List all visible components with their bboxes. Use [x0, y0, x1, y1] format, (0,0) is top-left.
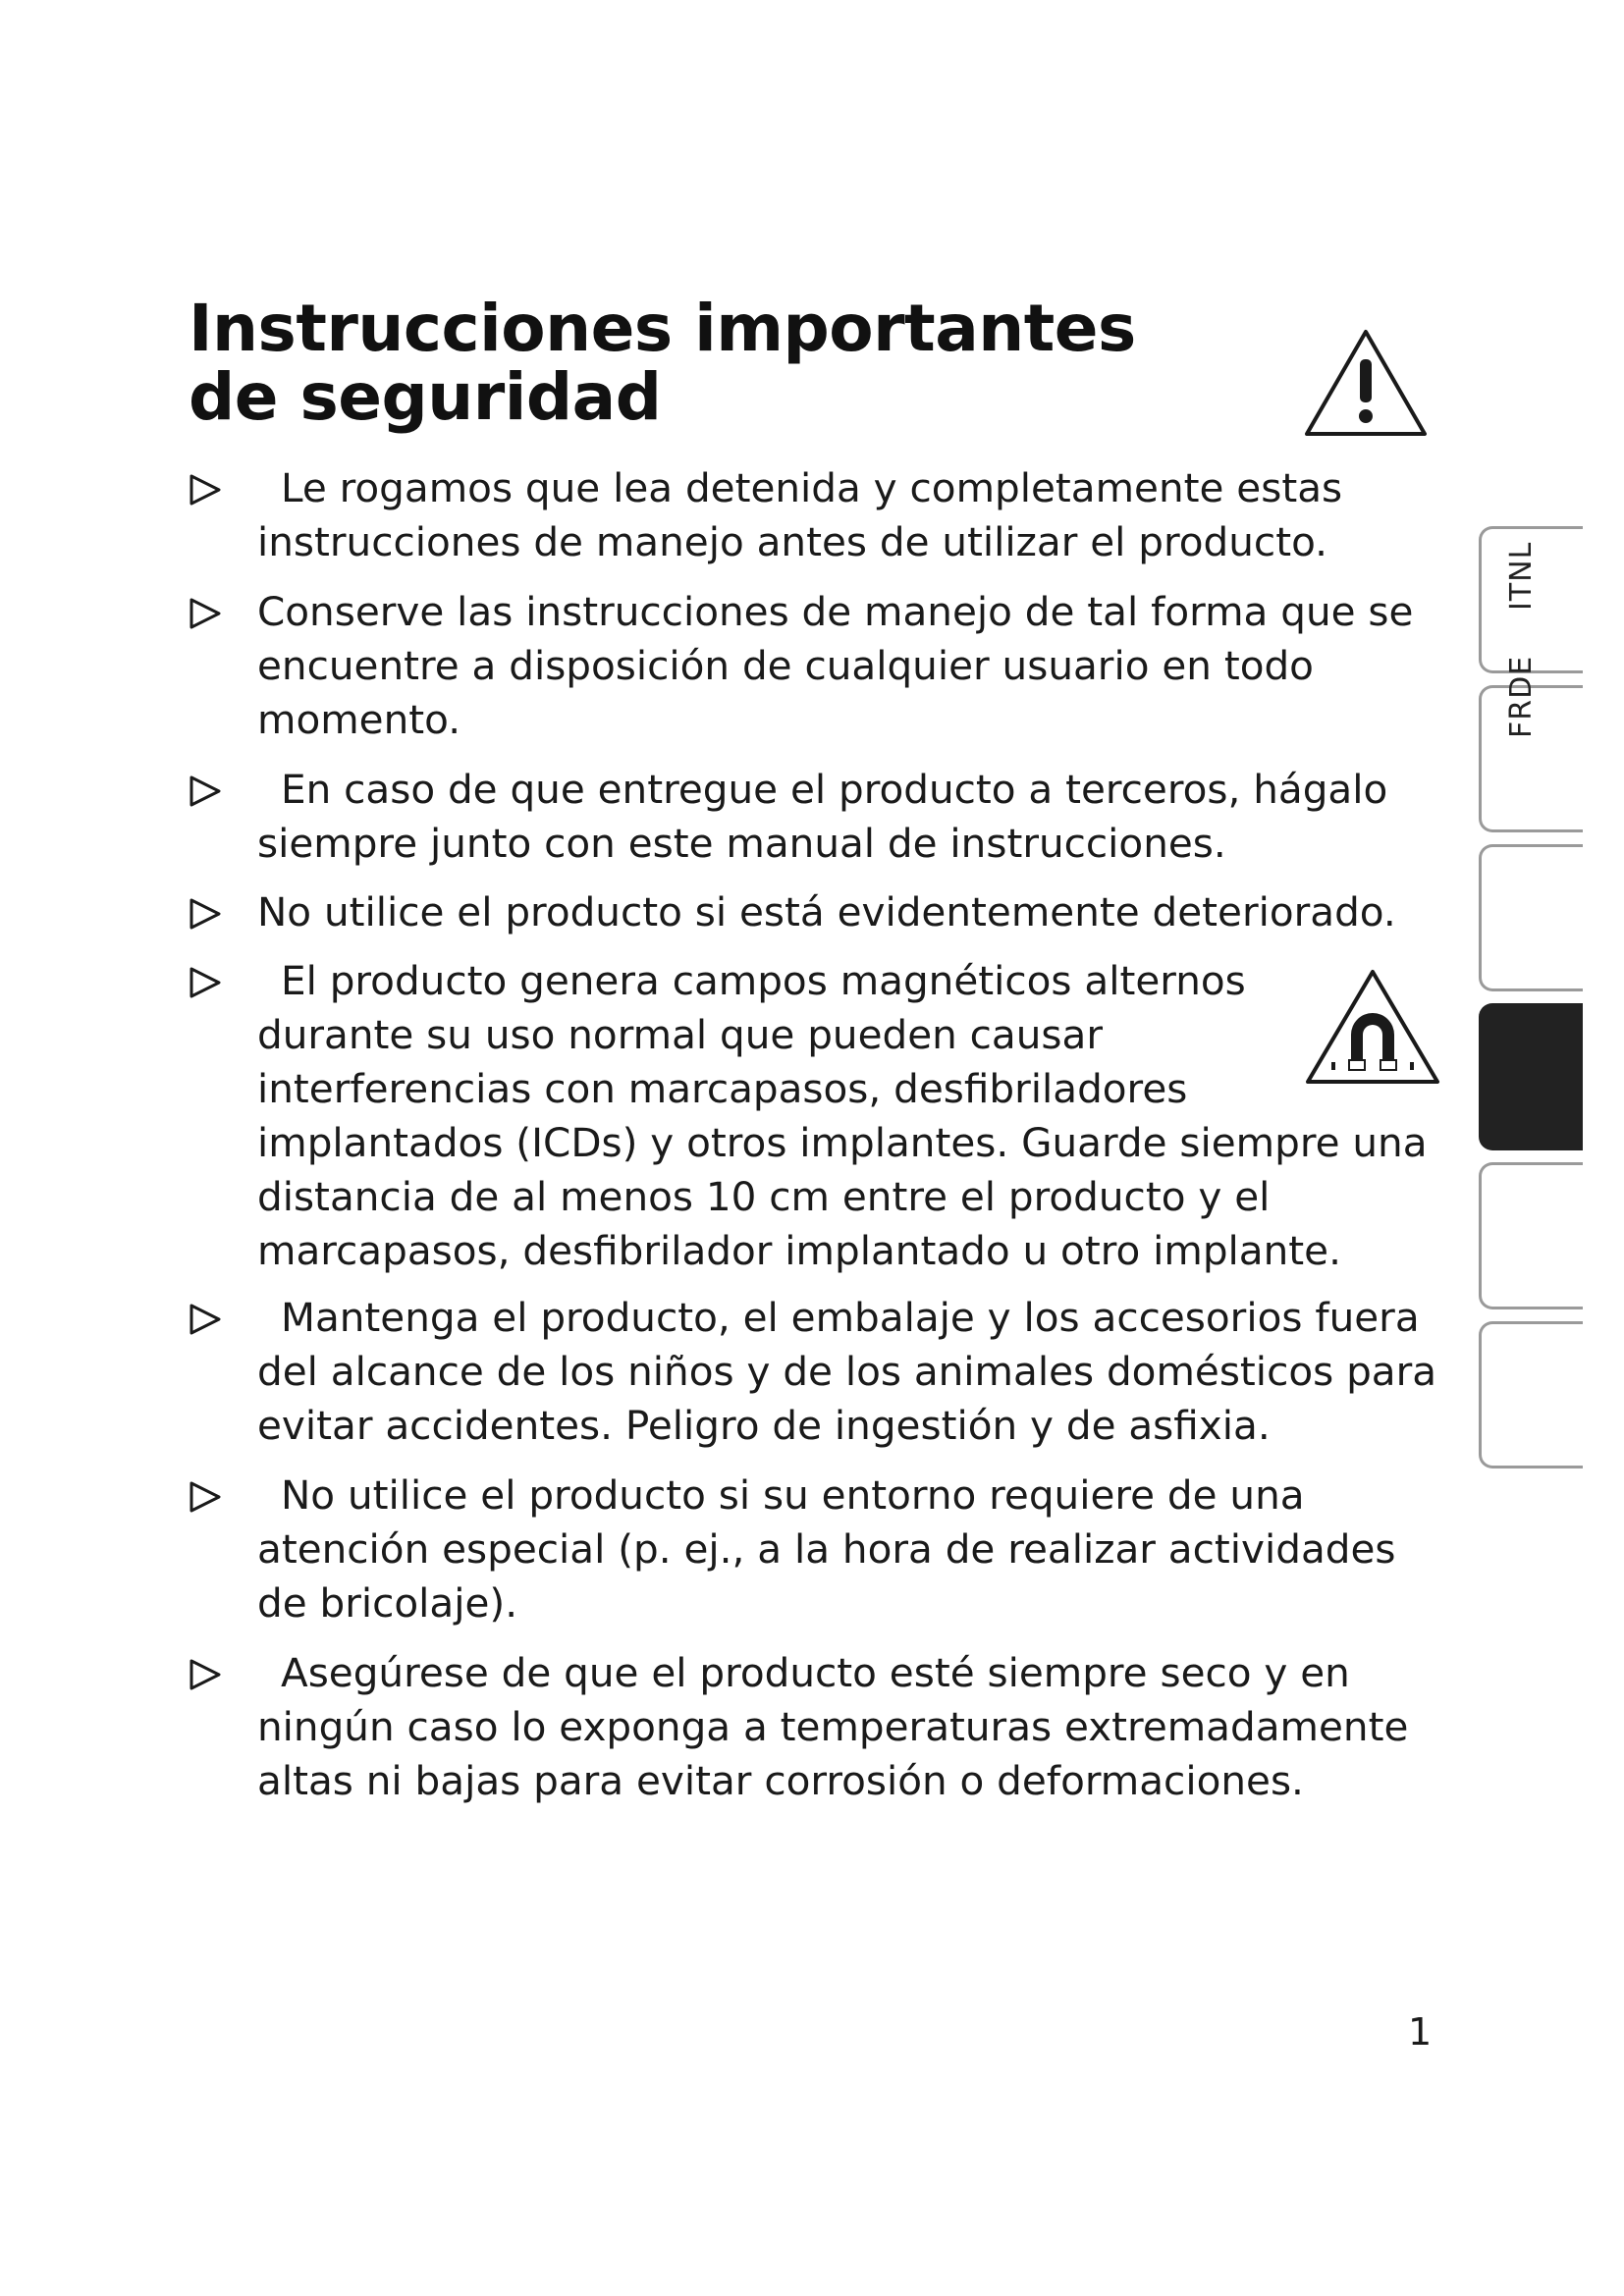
list-item — [189, 585, 1455, 747]
list-item-text — [257, 954, 1455, 1278]
list-item-text: Asegúrese de que el producto esté siempre seco y en ningún caso lo exponga a temperaturas extremadamente altas ni bajas para evitar corrosión o deformaciones. — [257, 1649, 1409, 1804]
list-item — [189, 885, 1455, 939]
list-item-text-body: El producto genera campos magnéticos alternos durante su uso normal que pueden causar interferencias con marcapasos, desfibriladores implantados (ICDs) y otros implantes. Guarde siempre una distancia de al menos 10 cm entre el producto y el marcapasos, desfibrilador implantado u otro implante. — [257, 957, 1428, 1274]
triangle-bullet-icon — [189, 1480, 222, 1514]
language-tab[interactable] — [1479, 844, 1583, 991]
list-item-text: No utilice el producto si su entorno requiere de una atención especial (p. ej., a la hora de realizar actividades de bricolaje). — [257, 1471, 1396, 1627]
triangle-bullet-icon — [189, 1658, 222, 1691]
triangle-bullet-icon — [189, 473, 222, 507]
language-tabs — [1479, 526, 1589, 1468]
list-item-text: No utilice el producto si está evidentemente deteriorado. — [257, 888, 1396, 935]
list-item-text: En caso de que entregue el producto a terceros, hágalo siempre junto con este manual de instrucciones. — [257, 766, 1388, 867]
tab-label-frde: FRDE — [1504, 655, 1539, 738]
language-tab[interactable] — [1479, 1162, 1583, 1309]
triangle-bullet-icon — [189, 897, 222, 931]
triangle-bullet-icon — [189, 1303, 222, 1336]
list-item — [189, 1468, 1455, 1630]
list-item — [189, 954, 1455, 1278]
list-item — [189, 1646, 1455, 1808]
list-item — [189, 461, 1455, 569]
language-tab[interactable] — [1479, 1321, 1583, 1468]
page-title: Instrucciones importantes de seguridad — [189, 291, 1136, 435]
list-item — [189, 1291, 1455, 1453]
list-item-text: Conserve las instrucciones de manejo de tal forma que se encuentre a disposición de cualquier usuario en todo momento. — [257, 588, 1414, 743]
list-item — [189, 763, 1455, 871]
warning-triangle-icon — [1302, 326, 1430, 440]
triangle-bullet-icon — [189, 597, 222, 630]
triangle-bullet-icon — [189, 966, 222, 999]
language-tab-active[interactable] — [1479, 1003, 1583, 1150]
list-item-text: Le rogamos que lea detenida y completamente estas instrucciones de manejo antes de utilizar el producto. — [257, 464, 1343, 565]
triangle-bullet-icon — [189, 774, 222, 808]
tab-label-itnl: ITNL — [1504, 541, 1539, 611]
page-number: 1 — [1408, 2010, 1433, 2054]
list-item-text: Mantenga el producto, el embalaje y los accesorios fuera del alcance de los niños y de los animales domésticos para evitar accidentes. Peligro de ingestión y de asfixia. — [257, 1294, 1437, 1449]
